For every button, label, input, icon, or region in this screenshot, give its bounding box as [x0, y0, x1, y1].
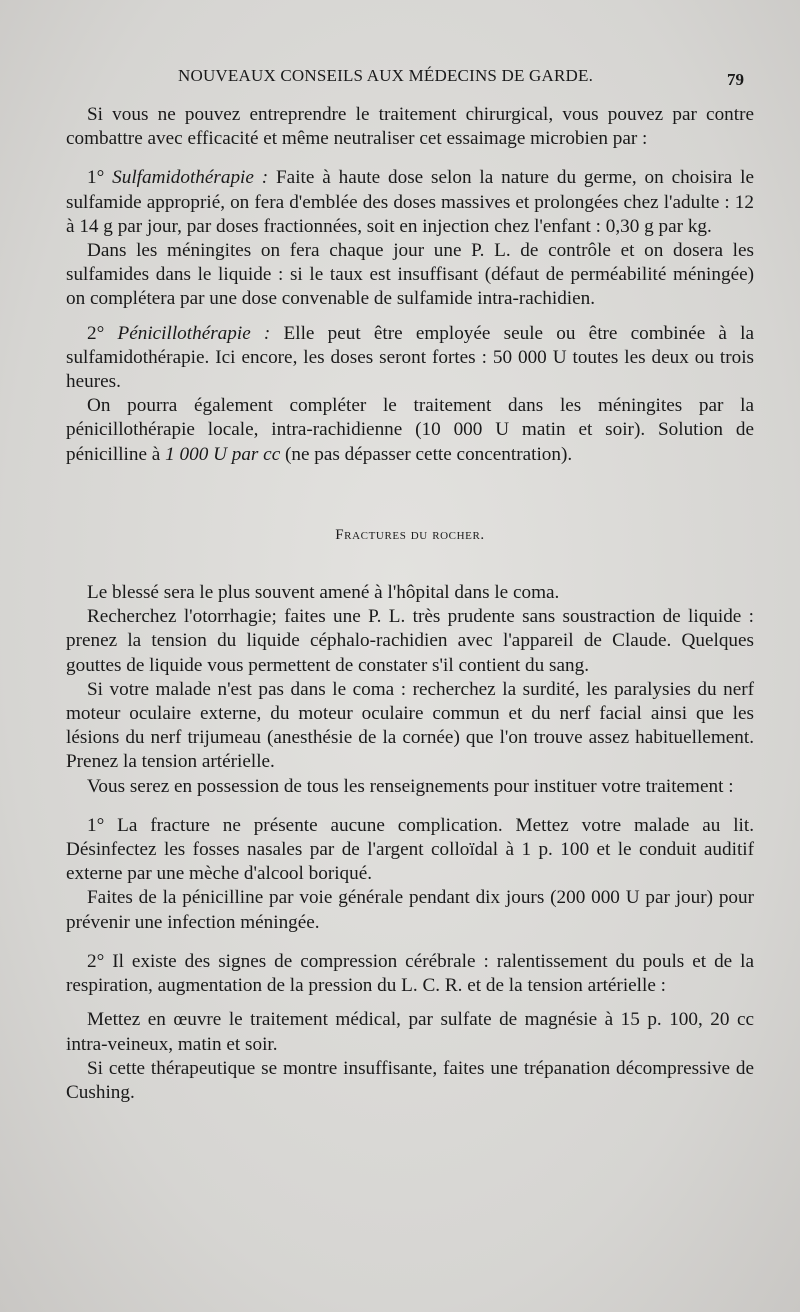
- item-title-sulfamidotherapie: Sulfamidothérapie :: [112, 167, 269, 189]
- paragraph-otorragie: Recherchez l'otorrhagie; faites une P. L. très prudente sans soustraction de liquide : prenez la tension du liquide céphalo-rachidien avec l'appareil de Claude. Quelques gouttes de liquide vous permettent de constater s'il contient du sang.: [66, 606, 754, 676]
- paragraph-sulfamidotherapie: [66, 166, 754, 239]
- running-head: NOUVEAUX CONSEILS AUX MÉDECINS DE GARDE.: [178, 66, 594, 85]
- item-title-penicillotherapie: Pénicillothérapie :: [117, 322, 271, 344]
- paragraph-traitement-medical: Mettez en œuvre le traitement médical, par sulfate de magnésie à 15 p. 100, 20 cc intra-veineux, matin et soir.: [66, 1009, 754, 1055]
- paragraph-trepanation: Si cette thérapeutique se montre insuffisante, faites une trépanation décompressive de Cushing.: [66, 1057, 754, 1103]
- paragraph-fracture-simple: 1° La fracture ne présente aucune complication. Mettez votre malade au lit. Désinfectez les fosses nasales par de l'argent colloïdal à 1 p. 100 et le conduit auditif externe par une mèche d'alcool boriqué.: [66, 814, 754, 885]
- paragraph-blesse: Le blessé sera le plus souvent amené à l'hôpital dans le coma.: [87, 582, 560, 604]
- completer-text-end: (ne pas dépasser cette concentration).: [285, 443, 573, 465]
- page-body: [66, 103, 754, 1105]
- page-number: 79: [727, 70, 744, 89]
- paragraph-meningites: Dans les méningites on fera chaque jour une P. L. de contrôle et on dosera les sulfamides dans le liquide : si le taux est insuffisant (défaut de perméabilité méningée) on complétera par une dose convenable de sulfamide intra-rachidien.: [66, 240, 754, 310]
- completer-concentration: 1 000 U par cc: [165, 443, 281, 465]
- item-text-sulfamidotherapie: Faite à haute dose selon la nature du germe, on choisira le sulfamide approprié, on fera d'emblée des doses massives et prolongées chez l'adulte : 12 à 14 g par jour, par doses fractionnées, soit en injection chez l'enfant : 0,30 g par kg.: [66, 167, 755, 237]
- paragraph-penicilline: Faites de la pénicilline par voie générale pendant dix jours (200 000 U par jour) pour prévenir une infection méningée.: [66, 887, 754, 933]
- paragraph-possession: Vous serez en possession de tous les renseignements pour instituer votre traitement :: [87, 775, 734, 797]
- item-number-2: 2°: [87, 322, 105, 344]
- paragraph-intro: Si vous ne pouvez entreprendre le traitement chirurgical, vous pouvez par contre combattre avec efficacité et même neutraliser cet essaimage microbien par :: [66, 104, 754, 150]
- paragraph-penicillotherapie: [66, 322, 754, 395]
- paragraph-compression: 2° Il existe des signes de compression cérébrale : ralentissement du pouls et de la respiration, augmentation de la pression du L. C. R. et de la tension artérielle :: [66, 950, 754, 997]
- section-title: Fractures du rocher.: [335, 526, 485, 543]
- completer-text-start: On pourra également compléter le traitement dans les méningites par la pénicillothérapie locale, intra-rachidienne (10 000 U matin et soir). Solution de pénicilline à: [66, 395, 754, 465]
- paragraph-completer: [66, 394, 754, 467]
- paragraph-surdite: Si votre malade n'est pas dans le coma : recherchez la surdité, les paralysies du nerf moteur oculaire externe, du moteur oculaire commun et du nerf facial ainsi que les lésions du nerf trijumeau (anesthésie de la cornée) que l'on trouve assez habituellement. Prenez la tension artérielle.: [66, 678, 754, 773]
- item-text-penicillotherapie: Elle peut être employée seule ou être combinée à la sulfamidothérapie. Ici encore, les doses seront fortes : 50 000 U toutes les deux ou trois heures.: [66, 322, 755, 393]
- item-number-1: 1°: [87, 167, 105, 189]
